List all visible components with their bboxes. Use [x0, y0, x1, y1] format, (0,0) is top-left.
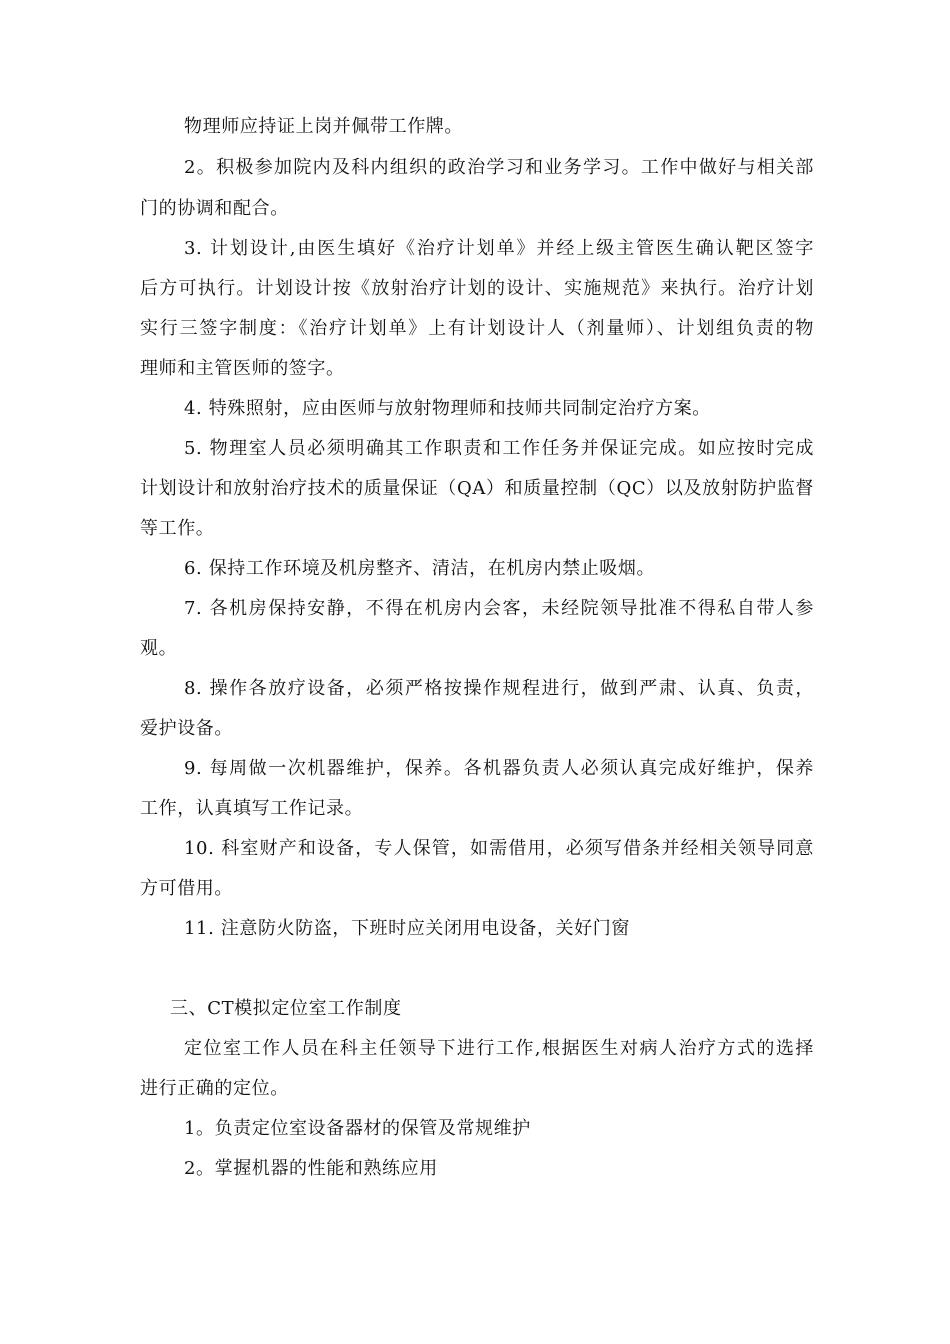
text-line: 理师和主管医师的签字。 — [140, 358, 345, 379]
text-line: 9. 每周做一次机器维护，保养。各机器负责人必须认真完成好维护，保养 — [184, 758, 814, 779]
text-line: 10. 科室财产和设备，专人保管，如需借用，必须写借条并经相关领导同意 — [184, 838, 814, 859]
text-line: 观。 — [140, 638, 178, 659]
text-line: 实行三签字制度：《治疗计划单》上有计划设计人（剂量师）、计划组负责的物 — [140, 318, 814, 339]
text-line: 后方可执行。计划设计按《放射治疗计划的设计、实施规范》来执行。治疗计划 — [140, 278, 814, 299]
text-line: 定位室工作人员在科主任领导下进行工作,根据医生对病人治疗方式的选择 — [184, 1038, 814, 1059]
text-line: 门的协调和配合。 — [140, 198, 289, 219]
text-line: 物理师应持证上岗并佩带工作牌。 — [184, 116, 463, 137]
text-line: 爱护设备。 — [140, 718, 233, 739]
text-line: 8. 操作各放疗设备，必须严格按操作规程进行，做到严肃、认真、负责， — [184, 678, 814, 699]
text-line: 进行正确的定位。 — [140, 1078, 289, 1099]
text-line: 方可借用。 — [140, 878, 233, 899]
text-line: 计划设计和放射治疗技术的质量保证（QA）和质量控制（QC）以及放射防护监督 — [140, 478, 814, 499]
text-line: 2。掌握机器的性能和熟练应用 — [184, 1158, 438, 1179]
text-line: 4. 特殊照射，应由医师与放射物理师和技师共同制定治疗方案。 — [184, 398, 711, 419]
text-line: 1。负责定位室设备器材的保管及常规维护 — [184, 1118, 531, 1139]
text-line: 3. 计划设计,由医生填好《治疗计划单》并经上级主管医生确认靶区签字 — [184, 238, 814, 259]
text-line: 工作，认真填写工作记录。 — [140, 798, 364, 819]
text-line: 6. 保持工作环境及机房整齐、清洁，在机房内禁止吸烟。 — [184, 558, 656, 579]
text-line: 5. 物理室人员必须明确其工作职责和工作任务并保证完成。如应按时完成 — [184, 438, 814, 459]
section-heading: 三、CT模拟定位室工作制度 — [170, 998, 402, 1019]
text-line: 2。积极参加院内及科内组织的政治学习和业务学习。工作中做好与相关部 — [184, 157, 814, 178]
text-line: 11. 注意防火防盗，下班时应关闭用电设备，关好门窗 — [184, 918, 630, 939]
text-line: 等工作。 — [140, 518, 215, 539]
text-line: 7. 各机房保持安静，不得在机房内会客，未经院领导批准不得私自带人参 — [184, 598, 814, 619]
